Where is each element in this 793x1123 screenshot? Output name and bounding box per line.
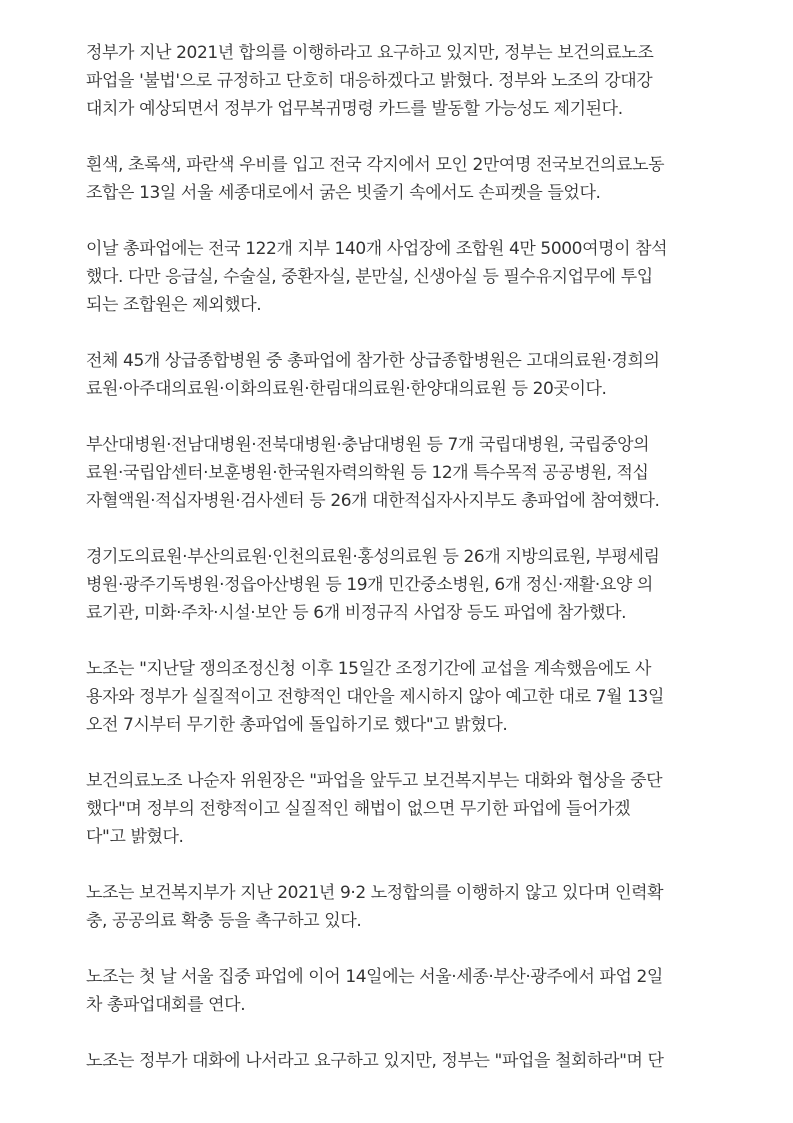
- text-line: 충, 공공의료 확충 등을 촉구하고 있다.: [86, 911, 362, 931]
- text-line: 되는 조합원은 제외했다.: [86, 295, 262, 315]
- paragraph: [86, 39, 712, 123]
- text-line: 조합은 13일 서울 세종대로에서 굵은 빗줄기 속에서도 손피켓을 들었다.: [86, 183, 601, 203]
- text-line: 병원·광주기독병원·정읍아산병원 등 19개 민간중소병원, 6개 정신·재활·요양 의: [86, 575, 653, 595]
- paragraph: [86, 347, 712, 403]
- paragraph: [86, 655, 712, 739]
- text-line: 경기도의료원·부산의료원·인천의료원·홍성의료원 등 26개 지방의료원, 부평세림: [86, 547, 660, 567]
- paragraph: [86, 431, 712, 515]
- paragraph: [86, 767, 712, 851]
- text-line: 용자와 정부가 실질적이고 전향적인 대안을 제시하지 않아 예고한 대로 7월 13일: [86, 687, 664, 707]
- text-line: 료기관, 미화·주차·시설·보안 등 6개 비정규직 사업장 등도 파업에 참가했다.: [86, 603, 627, 623]
- article-body: [86, 39, 712, 1103]
- text-line: 흰색, 초록색, 파란색 우비를 입고 전국 각지에서 모인 2만여명 전국보건의료노동: [86, 155, 665, 175]
- text-line: 노조는 첫 날 서울 집중 파업에 이어 14일에는 서울·세종·부산·광주에서 파업 2일: [86, 967, 663, 987]
- text-line: 료원·국립암센터·보훈병원·한국원자력의학원 등 12개 특수목적 공공병원, 적십: [86, 463, 649, 483]
- text-line: 했다. 다만 응급실, 수술실, 중환자실, 분만실, 신생아실 등 필수유지업무에 투입: [86, 267, 653, 287]
- text-line: 정부가 지난 2021년 합의를 이행하라고 요구하고 있지만, 정부는 보건의료노조: [86, 43, 654, 63]
- paragraph: [86, 1047, 712, 1075]
- paragraph: [86, 235, 712, 319]
- text-line: 보건의료노조 나순자 위원장은 "파업을 앞두고 보건복지부는 대화와 협상을 중단: [86, 771, 663, 791]
- text-line: 다"고 밝혔다.: [86, 827, 184, 847]
- text-line: 했다"며 정부의 전향적이고 실질적인 해법이 없으면 무기한 파업에 들어가겠: [86, 799, 631, 819]
- text-line: 전체 45개 상급종합병원 중 총파업에 참가한 상급종합병원은 고대의료원·경희의: [86, 351, 660, 371]
- paragraph: [86, 151, 712, 207]
- text-line: 노조는 "지난달 쟁의조정신청 이후 15일간 조정기간에 교섭을 계속했음에도 사: [86, 659, 651, 679]
- paragraph: [86, 879, 712, 935]
- paragraph: [86, 543, 712, 627]
- text-line: 오전 7시부터 무기한 총파업에 돌입하기로 했다"고 밝혔다.: [86, 715, 508, 735]
- text-line: 노조는 정부가 대화에 나서라고 요구하고 있지만, 정부는 "파업을 철회하라"며 단: [86, 1051, 664, 1071]
- paragraph: [86, 963, 712, 1019]
- text-line: 파업을 '불법'으로 규정하고 단호히 대응하겠다고 밝혔다. 정부와 노조의 강대강: [86, 71, 653, 91]
- text-line: 료원·아주대의료원·이화의료원·한림대의료원·한양대의료원 등 20곳이다.: [86, 379, 607, 399]
- text-line: 차 총파업대회를 연다.: [86, 995, 246, 1015]
- text-line: 이날 총파업에는 전국 122개 지부 140개 사업장에 조합원 4만 5000여명이 참석: [86, 239, 668, 259]
- text-line: 대치가 예상되면서 정부가 업무복귀명령 카드를 발동할 가능성도 제기된다.: [86, 99, 623, 119]
- text-line: 부산대병원·전남대병원·전북대병원·충남대병원 등 7개 국립대병원, 국립중앙의: [86, 435, 650, 455]
- text-line: 노조는 보건복지부가 지난 2021년 9·2 노정합의를 이행하지 않고 있다며 인력확: [86, 883, 664, 903]
- text-line: 자혈액원·적십자병원·검사센터 등 26개 대한적십자사지부도 총파업에 참여했다.: [86, 491, 660, 511]
